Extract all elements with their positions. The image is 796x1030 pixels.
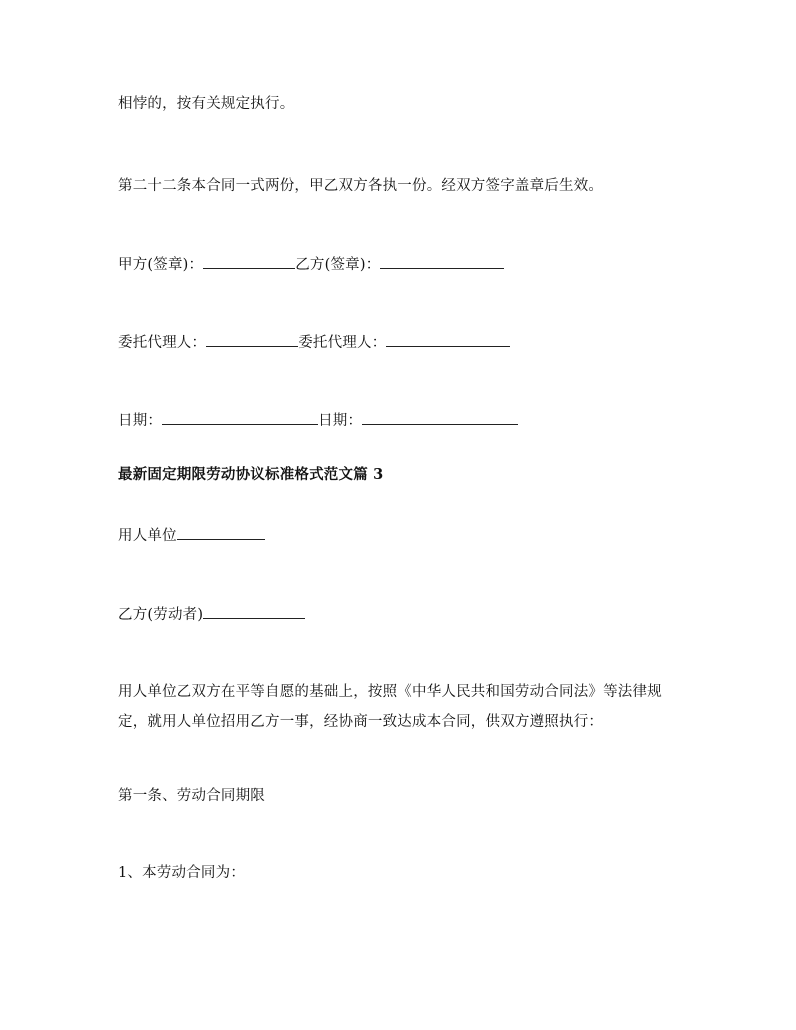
- date-line: [118, 410, 518, 431]
- text-line: 相悖的，按有关规定执行。: [118, 96, 295, 112]
- agent-line: [118, 332, 510, 353]
- signature-blank: [380, 254, 504, 269]
- agent-blank: [206, 332, 298, 347]
- signature-blank: [203, 254, 295, 269]
- article-heading: 第一条、劳动合同期限: [118, 788, 265, 804]
- employer-label: 用人单位: [118, 528, 177, 544]
- intro-paragraph: 用人单位乙双方在平等自愿的基础上，按照《中华人民共和国劳动合同法》等法律规定，就用人单位招用乙方一事，经协商一致达成本合同，供双方遵照执行：: [118, 684, 662, 730]
- party-a-date-label: 日期：: [118, 413, 163, 429]
- employer-line: [118, 525, 265, 546]
- party-a-signature-label: 甲方(签章)：: [118, 257, 204, 273]
- date-blank: [362, 410, 518, 425]
- signature-line: [118, 254, 504, 275]
- text-line: 第二十二条本合同一式两份，甲乙双方各执一份。经双方签字盖章后生效。: [118, 178, 604, 194]
- party-b-date-label: 日期：: [318, 413, 363, 429]
- section-heading: 最新固定期限劳动协议标准格式范文篇 3: [118, 466, 384, 483]
- employee-line: [118, 604, 305, 625]
- employer-blank: [177, 525, 265, 540]
- date-blank: [162, 410, 318, 425]
- employee-blank: [203, 604, 305, 619]
- party-a-agent-label: 委托代理人：: [118, 335, 207, 351]
- employee-label: 乙方(劳动者): [118, 607, 204, 623]
- agent-blank: [386, 332, 510, 347]
- list-item: 1、本劳动合同为：: [118, 865, 246, 881]
- party-b-signature-label: 乙方(签章)：: [295, 257, 381, 273]
- party-b-agent-label: 委托代理人：: [298, 335, 387, 351]
